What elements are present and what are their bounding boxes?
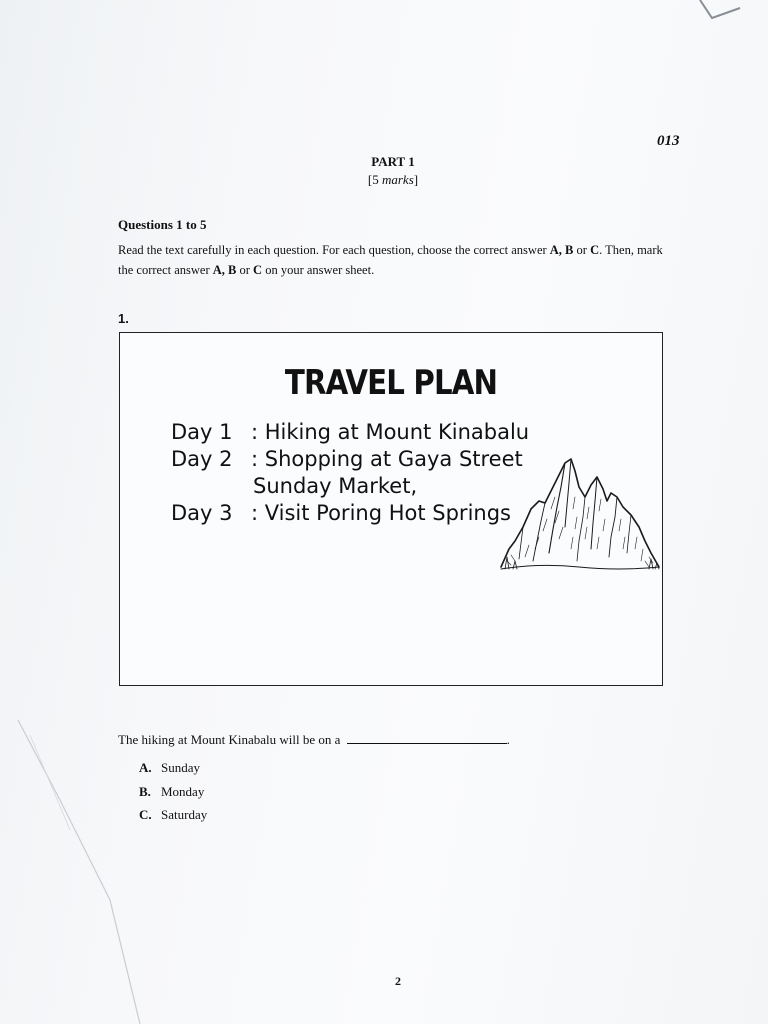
plan-day: Day 2: [171, 447, 233, 471]
plan-activity: : Visit Poring Hot Springs: [251, 501, 511, 525]
plan-activity: Sunday Market,: [253, 474, 418, 498]
option-c: C. Saturday: [139, 807, 208, 822]
question-number: 1.: [118, 311, 129, 326]
mountain-icon: [499, 457, 661, 575]
question-stem: The hiking at Mount Kinabalu will be on a .: [118, 732, 510, 747]
option-a: A. Sunday: [139, 760, 200, 775]
instructions-text: Read the text carefully in each question. For each question, choose the correct answer A, B or C. Then, mark the correct answer A, B or C on your answer sheet.: [118, 243, 663, 277]
travel-plan-title: TRAVEL PLAN: [284, 363, 498, 403]
part-marks: [5 marks]: [367, 172, 419, 187]
plan-row: [171, 446, 529, 473]
page-number: 2: [395, 974, 401, 988]
plan-activity: : Hiking at Mount Kinabalu: [251, 420, 530, 444]
page-code: 013: [657, 133, 680, 149]
plan-row: [171, 473, 529, 500]
part-title: PART 1: [371, 154, 415, 169]
travel-plan-box: [119, 332, 663, 686]
travel-plan-list: [171, 419, 529, 527]
plan-day: Day 3: [171, 501, 233, 525]
plan-row: [171, 500, 529, 527]
questions-range-heading: Questions 1 to 5: [118, 217, 207, 232]
plan-day: Day 1: [171, 420, 233, 444]
plan-row: [171, 419, 529, 446]
plan-activity: : Shopping at Gaya Street: [251, 447, 523, 471]
answer-options: [139, 756, 207, 827]
answer-blank: [347, 733, 507, 744]
option-b: B. Monday: [139, 783, 205, 799]
